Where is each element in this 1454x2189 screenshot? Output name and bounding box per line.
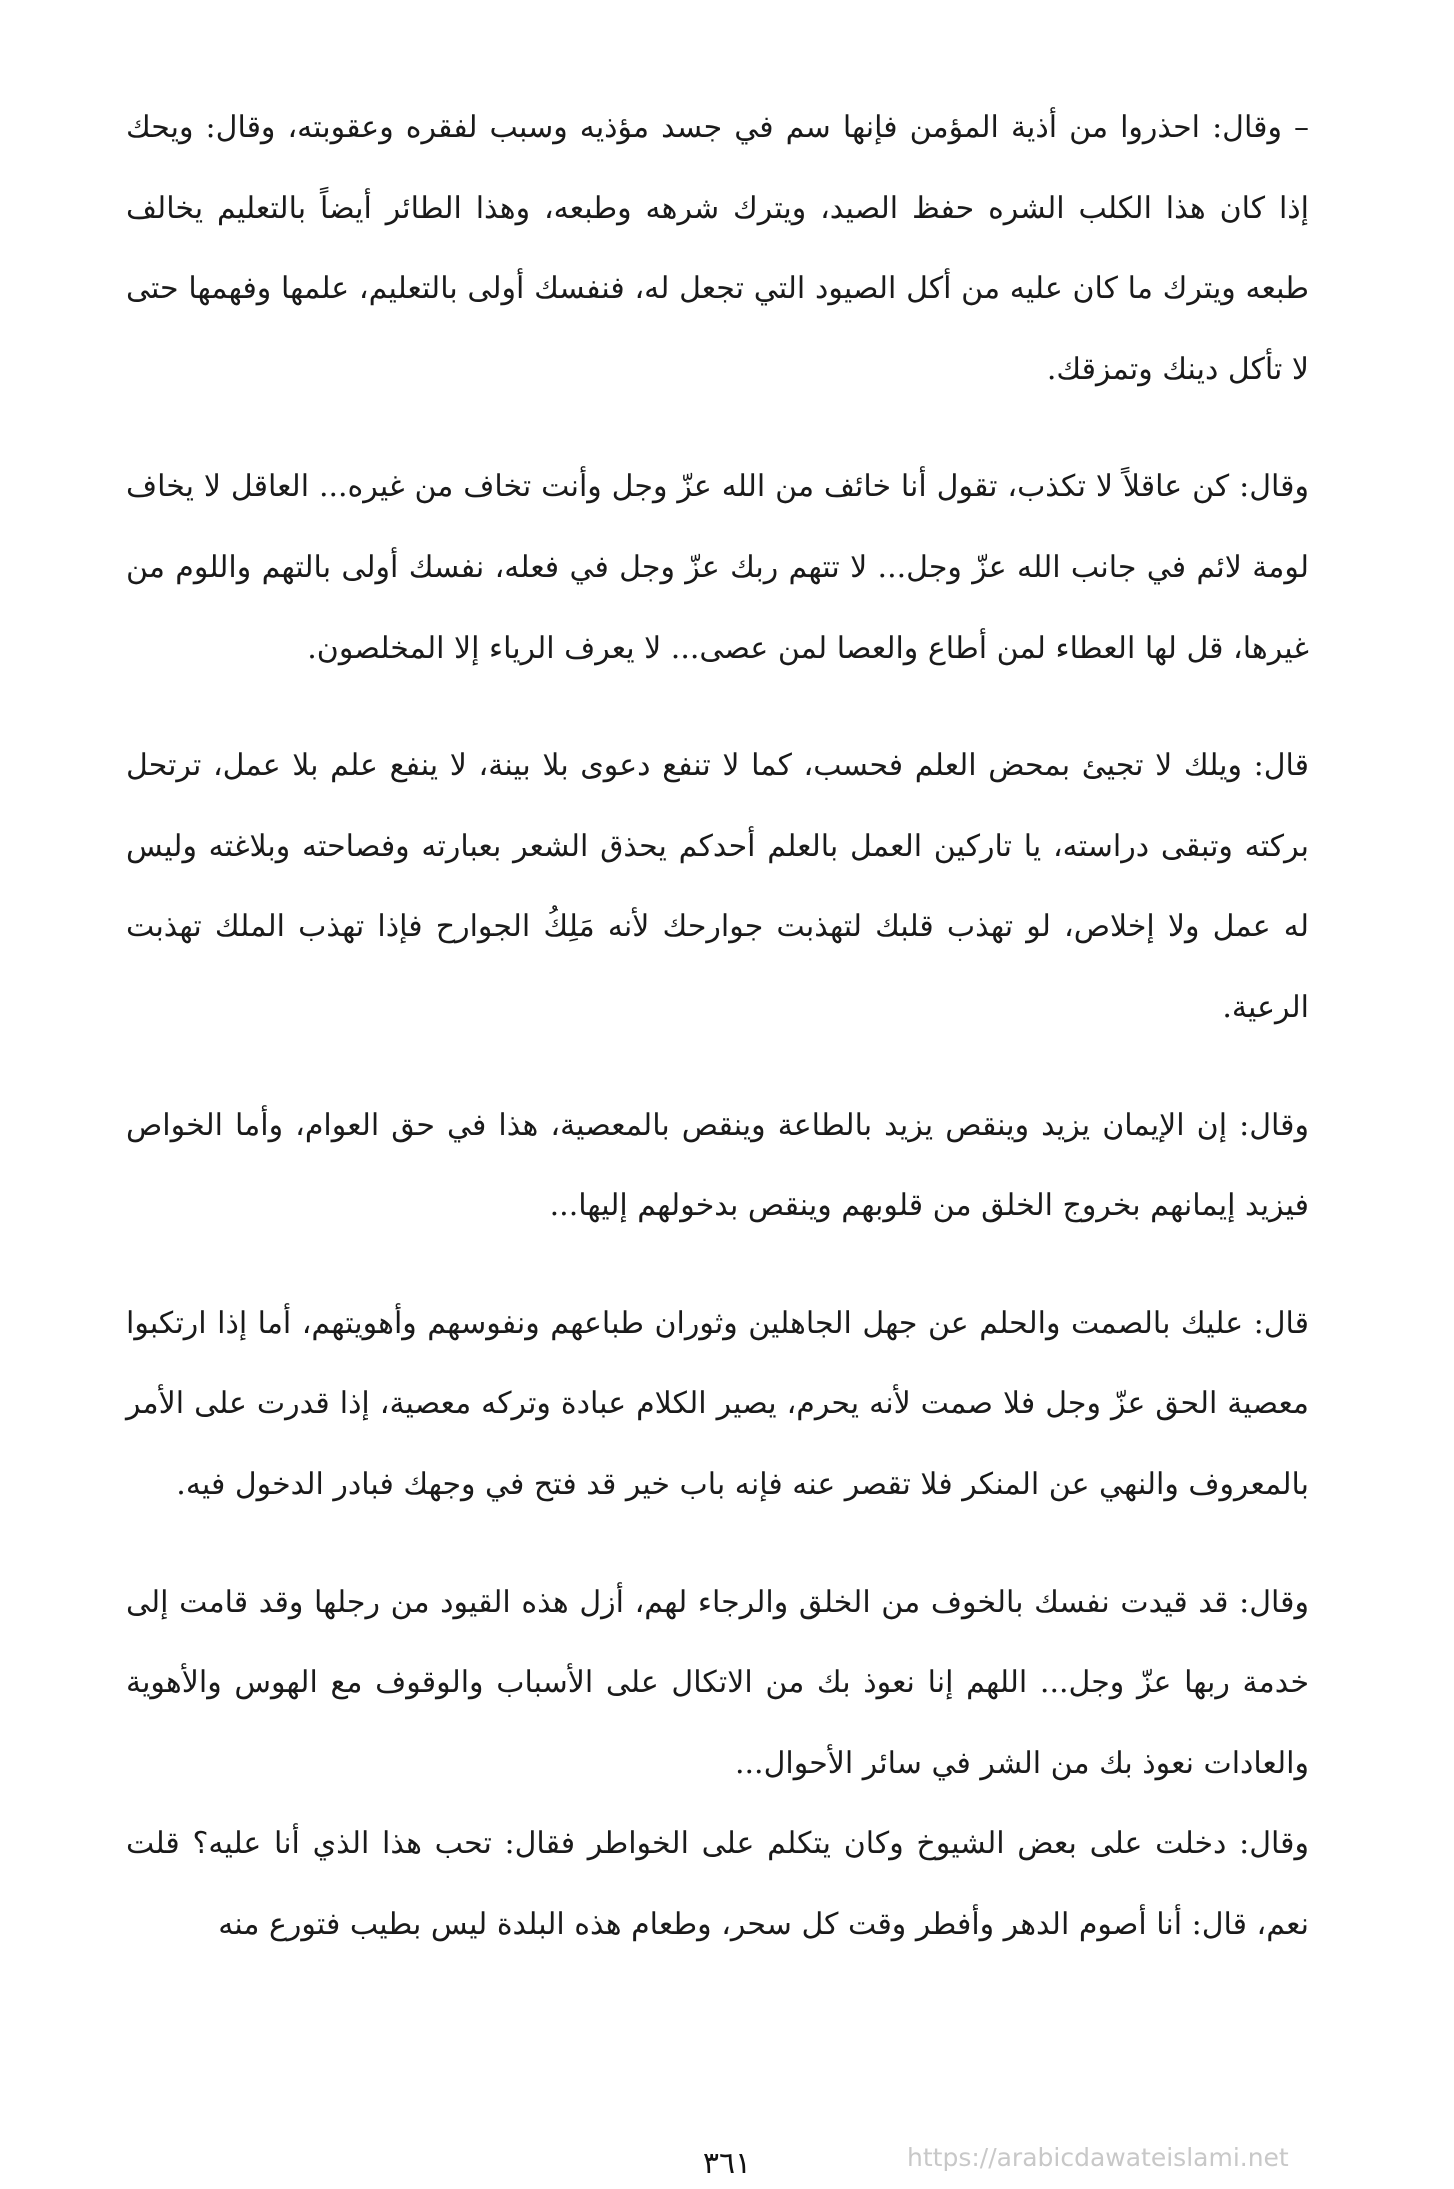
- paragraph-7: وقال: دخلت على بعض الشيوخ وكان يتكلم على الخواطر فقال: تحب هذا الذي أنا عليه؟ قلت نعم، قال: أنا أصوم الدهر وأفطر وقت كل سحر، وطعام هذه البلدة ليس بطيب فتورع منه: [126, 1826, 1309, 1942]
- page-number: ٣٦١: [702, 2146, 752, 2181]
- paragraph-5: قال: عليك بالصمت والحلم عن جهل الجاهلين وثوران طباعهم ونفوسهم وأهويتهم، أما إذا ارتكبوا معصية الحق عزّ وجل فلا صمت لأنه يحرم، يصير الكلام عبادة وتركه معصية، إذا قدرت على الأمر بالمعروف والنهي عن المنكر فلا تقصر عنه فإنه باب خير قد فتح في وجهك فبادر الدخول فيه.: [126, 1305, 1309, 1502]
- paragraph-1: – وقال: احذروا من أذية المؤمن فإنها سم في جسد مؤذيه وسبب لفقره وعقوبته، وقال: ويحك إذا كان هذا الكلب الشره حفظ الصيد، ويترك شرهه وطبعه، وهذا الطائر أيضاً بالتعليم يخالف طبعه ويترك ما كان عليه من أكل الصيود التي تجعل له، فنفسك أولى بالتعليم، علمها وفهمها حتى لا تأكل دينك وتمزقك.: [126, 110, 1309, 387]
- paragraph-4: وقال: إن الإيمان يزيد وينقص يزيد بالطاعة وينقص بالمعصية، هذا في حق العوام، وأما الخواص فيزيد إيمانهم بخروج الخلق من قلوبهم وينقص بدخولهم إليها...: [126, 1107, 1309, 1224]
- paragraph-2: وقال: كن عاقلاً لا تكذب، تقول أنا خائف من الله عزّ وجل وأنت تخاف من غيره... العاقل لا يخاف لومة لائم في جانب الله عزّ وجل... لا تتهم ربك عزّ وجل في فعله، نفسك أولى بالتهم واللوم من غيرها، قل لها العطاء لمن أطاع والعصا لمن عصى... لا يعرف الرياء إلا المخلصون.: [126, 469, 1309, 666]
- paragraph-3: قال: ويلك لا تجيئ بمحض العلم فحسب، كما لا تنفع دعوى بلا بينة، لا ينفع علم بلا عمل، ترتحل بركته وتبقى دراسته، يا تاركين العمل بالعلم أحدكم يحذق الشعر بعبارته وفصاحته وبلاغته وليس له عمل ولا إخلاص، لو تهذب قلبك لتهذبت جوارحك لأنه مَلِكُ الجوارح فإذا تهذب الملك تهذبت الرعية.: [126, 748, 1309, 1025]
- watermark-url: https://arabicdawateislami.net: [907, 2143, 1289, 2172]
- paragraph-6: وقال: قد قيدت نفسك بالخوف من الخلق والرجاء لهم، أزل هذه القيود من رجلها وقد قامت إلى خدمة ربها عزّ وجل... اللهم إنا نعوذ بك من الاتكال على الأسباب والوقوف مع الهوس والأهوية والعادات نعوذ بك من الشر في سائر الأحوال...: [126, 1584, 1309, 1781]
- body-text: [126, 88, 1309, 1965]
